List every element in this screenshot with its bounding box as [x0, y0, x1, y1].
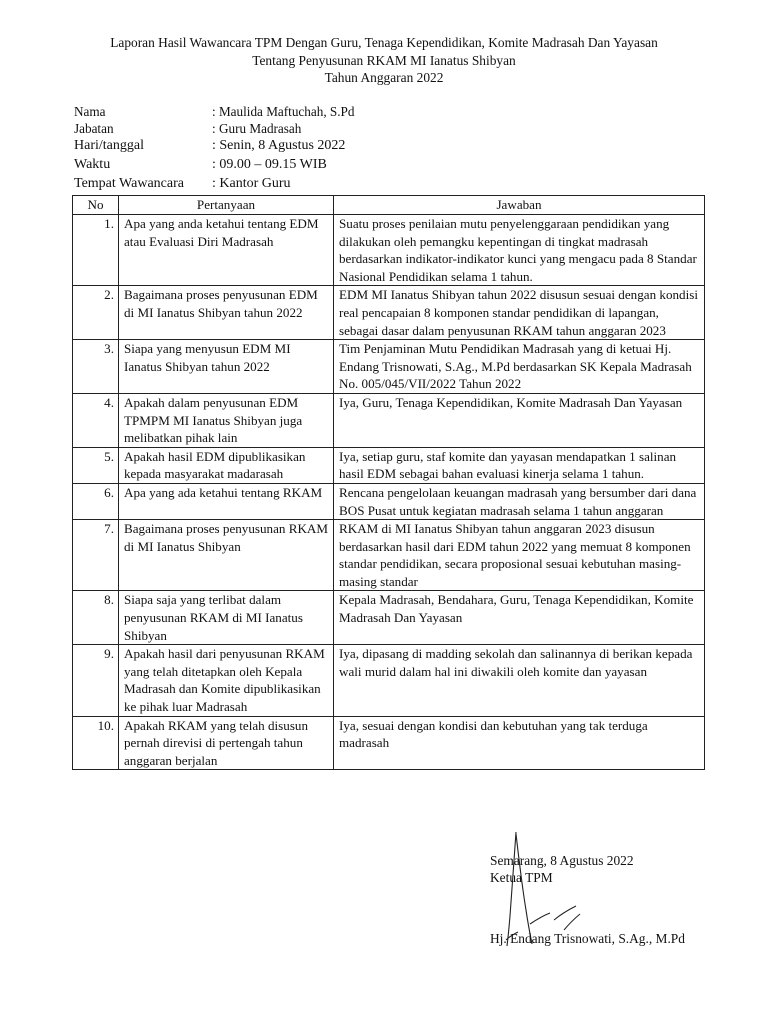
- table-row: [73, 393, 705, 447]
- info-value: : Senin, 8 Agustus 2022: [212, 138, 346, 153]
- info-label: Nama: [74, 104, 106, 119]
- column-header-question: Pertanyaan: [119, 196, 334, 215]
- question-cell: Bagaimana proses penyusunan EDM di MI Ianatus Shibyan tahun 2022: [119, 286, 334, 340]
- question-cell: Apa yang anda ketahui tentang EDM atau Evaluasi Diri Madrasah: [119, 215, 334, 286]
- row-number: 9.: [73, 645, 119, 716]
- table-row: [73, 591, 705, 645]
- answer-cell: Suatu proses penilaian mutu penyelenggaraan pendidikan yang dilakukan oleh pemangku kepentingan di tingkat madrasah berdasarkan indikator-indikator kunci yang mengacu pada 8 Standar Nasional Pendidikan selama 1 tahun.: [334, 215, 705, 286]
- header-subtitle: Tentang Penyusunan RKAM MI Ianatus Shibyan: [252, 52, 516, 68]
- table-row: [73, 340, 705, 394]
- answer-cell: Iya, dipasang di madding sekolah dan salinannya di berikan kepada wali murid dalam hal ini diwakili oleh komite dan yayasan: [334, 645, 705, 716]
- row-number: 3.: [73, 340, 119, 394]
- row-number: 6.: [73, 483, 119, 519]
- info-value: : Maulida Maftuchah, S.Pd: [212, 104, 355, 119]
- table-row: [73, 286, 705, 340]
- column-header-no: No: [73, 196, 119, 215]
- answer-cell: EDM MI Ianatus Shibyan tahun 2022 disusun sesuai dengan kondisi real pencapaian 8 komponen standar pendidikan di lapangan, sebagai dasar dalam penyusunan RKAM tahun anggaran 2023: [334, 286, 705, 340]
- answer-cell: Kepala Madrasah, Bendahara, Guru, Tenaga Kependidikan, Komite Madrasah Dan Yayasan: [334, 591, 705, 645]
- answer-cell: Iya, Guru, Tenaga Kependidikan, Komite Madrasah Dan Yayasan: [334, 393, 705, 447]
- answer-cell: Tim Penjaminan Mutu Pendidikan Madrasah yang di ketuai Hj. Endang Trisnowati, S.Ag., M.Pd berdasarkan SK Kepala Madrasah No. 005/045/VII/2022 Tahun 2022: [334, 340, 705, 394]
- document-header: [0, 34, 768, 87]
- table-row: [73, 520, 705, 591]
- table-row: [73, 215, 705, 286]
- table-row: [73, 447, 705, 483]
- info-label: Tempat Wawancara: [74, 176, 184, 191]
- table-row: [73, 716, 705, 770]
- question-cell: Apakah hasil dari penyusunan RKAM yang telah ditetapkan oleh Kepala Madrasah dan Komite dipublikasikan ke pihak luar Madrasah: [119, 645, 334, 716]
- row-number: 2.: [73, 286, 119, 340]
- signer-role: Ketua TPM: [490, 870, 553, 885]
- answer-cell: Rencana pengelolaan keuangan madrasah yang bersumber dari dana BOS Pusat untuk kegiatan madrasah selama 1 tahun anggaran: [334, 483, 705, 519]
- header-year: Tahun Anggaran 2022: [324, 70, 444, 86]
- row-number: 8.: [73, 591, 119, 645]
- question-cell: Apakah dalam penyusunan EDM TPMPM MI Ianatus Shibyan juga melibatkan pihak lain: [119, 393, 334, 447]
- column-header-answer: Jawaban: [334, 196, 705, 215]
- header-title: Laporan Hasil Wawancara TPM Dengan Guru, Tenaga Kependidikan, Komite Madrasah Dan Yayasan: [110, 35, 658, 50]
- row-number: 5.: [73, 447, 119, 483]
- table-row: [73, 645, 705, 716]
- row-number: 7.: [73, 520, 119, 591]
- answer-cell: RKAM di MI Ianatus Shibyan tahun anggaran 2023 disusun berdasarkan hasil dari EDM tahun 2022 yang memuat 8 komponen standar pendidikan, secara proposional sesuai kebutuhan masing-masing standar: [334, 520, 705, 591]
- signer-name: Hj. Endang Trisnowati, S.Ag., M.Pd: [490, 931, 685, 946]
- row-number: 10.: [73, 716, 119, 770]
- signature-block: [490, 852, 634, 886]
- table-row: [73, 483, 705, 519]
- info-label: Waktu: [74, 157, 111, 172]
- question-cell: Apakah RKAM yang telah disusun pernah direvisi di pertengah tahun anggaran berjalan: [119, 716, 334, 770]
- question-cell: Apakah hasil EDM dipublikasikan kepada masyarakat madarasah: [119, 447, 334, 483]
- info-value: : Kantor Guru: [212, 176, 291, 191]
- info-value: : Guru Madrasah: [212, 120, 302, 136]
- answer-cell: Iya, setiap guru, staf komite dan yayasan mendapatkan 1 salinan hasil EDM sebagai bahan evaluasi kinerja selama 1 tahun.: [334, 447, 705, 483]
- info-value: : 09.00 – 09.15 WIB: [212, 157, 327, 172]
- info-label: Hari/tanggal: [74, 138, 144, 153]
- interview-table: [72, 195, 705, 770]
- question-cell: Bagaimana proses penyusunan RKAM di MI Ianatus Shibyan: [119, 520, 334, 591]
- row-number: 1.: [73, 215, 119, 286]
- question-cell: Siapa saja yang terlibat dalam penyusunan RKAM di MI Ianatus Shibyan: [119, 591, 334, 645]
- answer-cell: Iya, sesuai dengan kondisi dan kebutuhan yang tak terduga madrasah: [334, 716, 705, 770]
- table-header-row: [73, 196, 705, 215]
- row-number: 4.: [73, 393, 119, 447]
- question-cell: Siapa yang menyusun EDM MI Ianatus Shibyan tahun 2022: [119, 340, 334, 394]
- question-cell: Apa yang ada ketahui tentang RKAM: [119, 483, 334, 519]
- info-label: Jabatan: [74, 120, 114, 136]
- place-date: Semarang, 8 Agustus 2022: [490, 853, 634, 868]
